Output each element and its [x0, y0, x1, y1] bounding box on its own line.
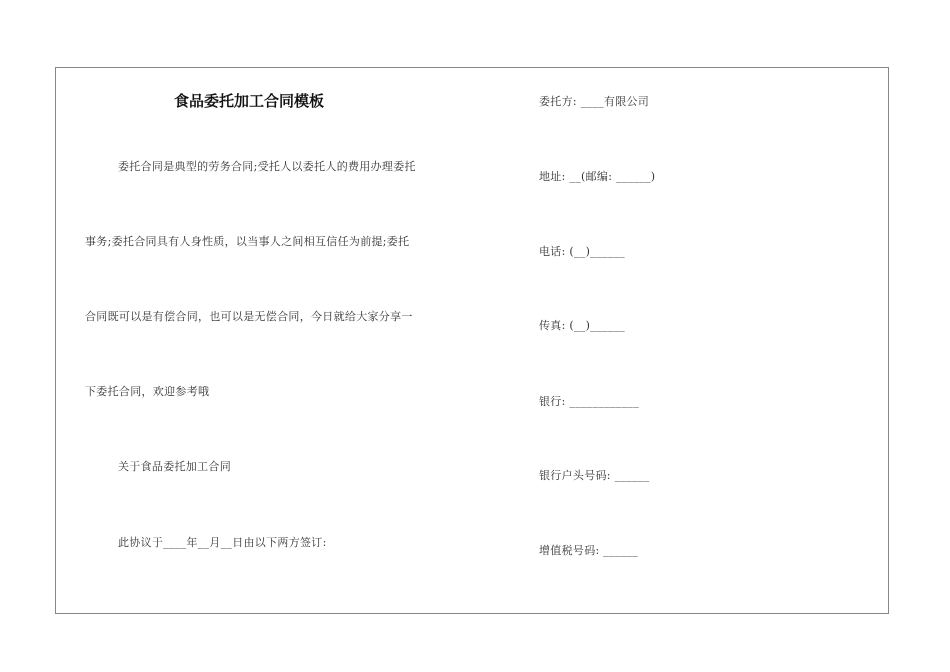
bank-field: 银行: ____________ — [539, 395, 640, 408]
phone-field: 电话: (__)______ — [539, 245, 625, 258]
intro-line-2: 事务;委托合同具有人身性质，以当事人之间相互信任为前提;委托 — [85, 235, 410, 248]
entrusting-party-field: 委托方: ____有限公司 — [539, 95, 650, 108]
intro-line-4: 下委托合同，欢迎参考哦 — [85, 385, 210, 398]
document-title: 食品委托加工合同模板 — [174, 92, 325, 110]
vat-number-field: 增值税号码: ______ — [539, 544, 639, 557]
intro-line-1: 委托合同是典型的劳务合同;受托人以委托人的费用办理委托 — [118, 160, 416, 173]
bank-account-field: 银行户头号码: ______ — [539, 469, 650, 482]
intro-line-3: 合同既可以是有偿合同，也可以是无偿合同，今日就给大家分享一 — [85, 310, 413, 323]
page-border — [55, 67, 889, 614]
fax-field: 传真: (__)______ — [539, 319, 625, 332]
agreement-line: 此协议于____年__月__日由以下两方签订: — [118, 536, 327, 549]
address-field: 地址: __(邮编: ______) — [539, 170, 656, 183]
subheading: 关于食品委托加工合同 — [118, 460, 231, 473]
